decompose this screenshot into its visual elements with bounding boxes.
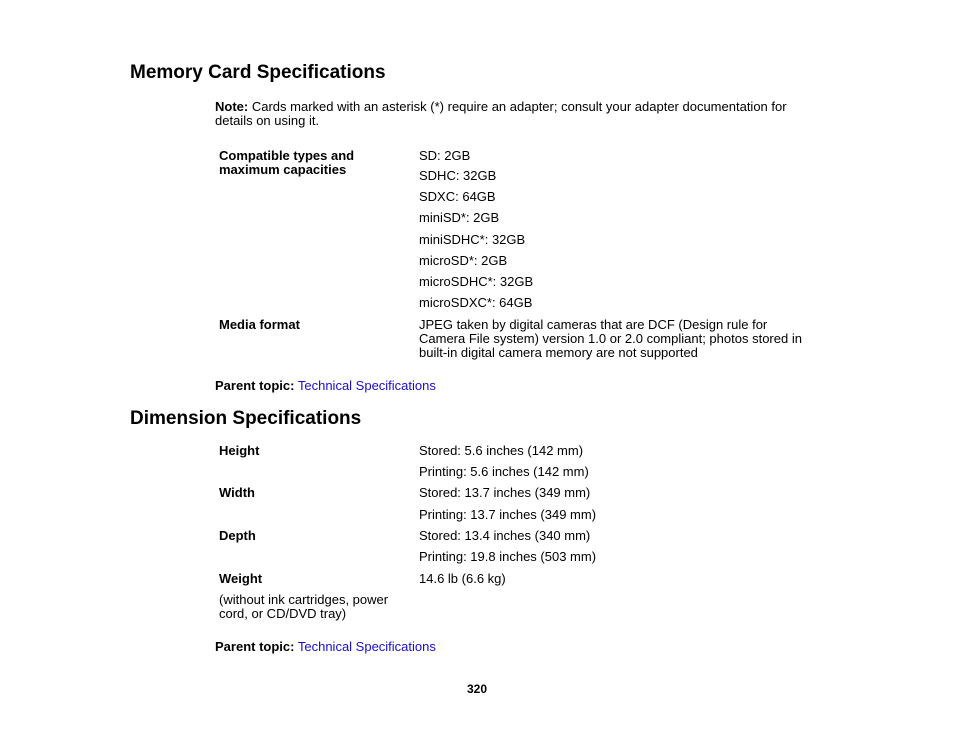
note-paragraph	[215, 100, 815, 128]
height-stored-value: Stored: 5.6 inches (142 mm)	[419, 443, 584, 458]
compat-value: SD: 2GB	[419, 148, 471, 163]
weight-note: (without ink cartridges, power cord, or CD/DVD tray)	[219, 592, 389, 621]
depth-printing-value: Printing: 19.8 inches (503 mm)	[419, 549, 597, 564]
width-label: Width	[219, 485, 255, 500]
page-number: 320	[466, 682, 488, 696]
media-format-value: JPEG taken by digital cameras that are DCF (Design rule for Camera File system) version 1.0 or 2.0 compliant; photos stored in built-in digital camera memory are not supported	[419, 317, 802, 360]
dimension-parent-topic	[215, 640, 815, 654]
height-label: Height	[219, 443, 260, 458]
compat-value: SDHC: 32GB	[419, 168, 497, 183]
media-format-label: Media format	[219, 317, 300, 332]
compat-value: microSDXC*: 64GB	[419, 295, 533, 310]
compat-value: microSDHC*: 32GB	[419, 274, 534, 289]
weight-value: 14.6 lb (6.6 kg)	[419, 571, 506, 586]
compat-value: miniSD*: 2GB	[419, 210, 500, 225]
technical-specifications-link[interactable]: Technical Specifications	[297, 378, 436, 393]
compatible-types-label: Compatible types and maximum capacities	[219, 148, 355, 177]
parent-topic-label: Parent topic:	[215, 639, 295, 654]
dimension-specifications-heading: Dimension Specifications	[130, 408, 362, 429]
memory-card-specifications-heading: Memory Card Specifications	[130, 62, 386, 83]
technical-specifications-link[interactable]: Technical Specifications	[297, 639, 436, 654]
width-stored-value: Stored: 13.7 inches (349 mm)	[419, 485, 591, 500]
height-printing-value: Printing: 5.6 inches (142 mm)	[419, 464, 589, 479]
width-printing-value: Printing: 13.7 inches (349 mm)	[419, 507, 597, 522]
depth-stored-value: Stored: 13.4 inches (340 mm)	[419, 528, 591, 543]
note-label: Note:	[215, 99, 249, 114]
memory-parent-topic	[215, 379, 815, 393]
weight-label: Weight	[219, 571, 263, 586]
parent-topic-label: Parent topic:	[215, 378, 295, 393]
depth-label: Depth	[219, 528, 256, 543]
compat-value: SDXC: 64GB	[419, 189, 496, 204]
compat-value: miniSDHC*: 32GB	[419, 232, 526, 247]
note-text: Cards marked with an asterisk (*) require an adapter; consult your adapter documentation for details on using it.	[215, 99, 787, 128]
compat-value: microSD*: 2GB	[419, 253, 508, 268]
